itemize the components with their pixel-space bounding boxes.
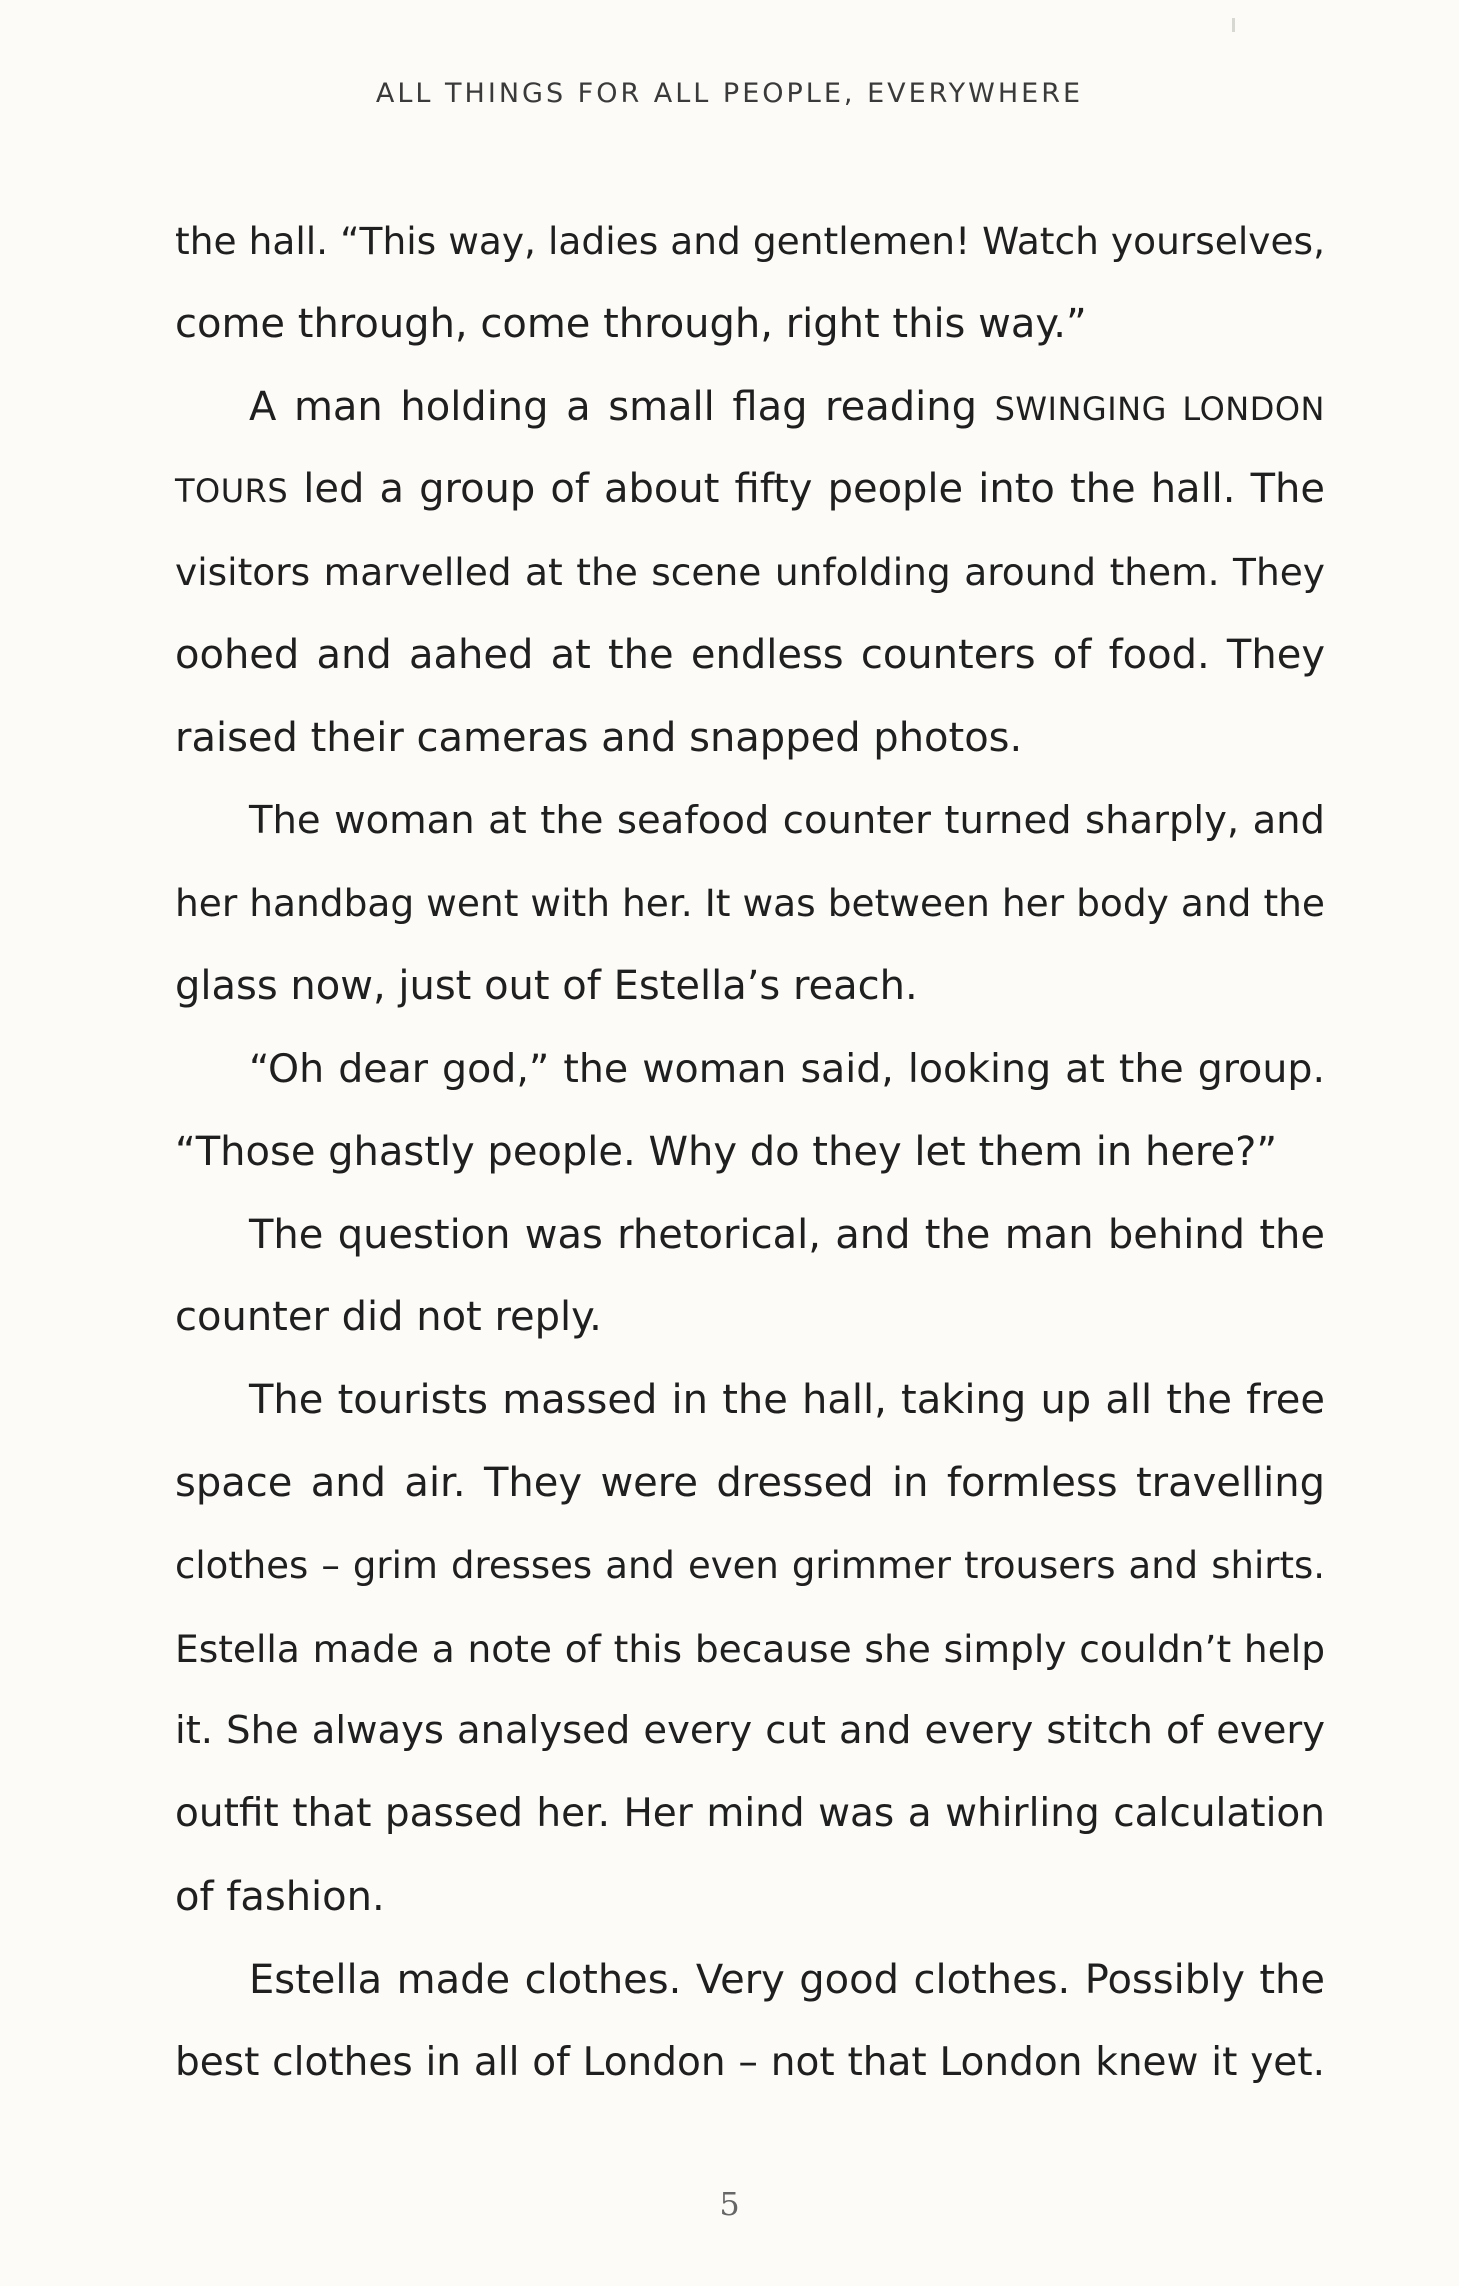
text-line: it. She always analysed every cut and every stitch of every: [175, 1708, 1325, 1754]
text-line: glass now, just out of Estella’s reach.: [175, 963, 918, 1010]
scan-artifact: [1232, 18, 1235, 32]
text-line: of fashion.: [175, 1873, 385, 1920]
text-line: the hall. “This way, ladies and gentlemen! Watch yourselves,: [175, 219, 1325, 263]
text-line: [175, 366, 1325, 449]
tour-name-smallcaps: SWINGING LONDON: [994, 389, 1325, 428]
text-line: [175, 448, 1325, 531]
text-line: clothes – grim dresses and even grimmer trousers and shirts.: [175, 1543, 1325, 1587]
text-line: space and air. They were dressed in formless travelling: [175, 1459, 1325, 1506]
text-line: outfit that passed her. Her mind was a whirling calculation: [175, 1791, 1325, 1837]
text-line: her handbag went with her. It was between her body and the: [175, 881, 1325, 926]
text-run: A man holding a small flag reading: [249, 383, 995, 430]
text-line: best clothes in all of London – not that London knew it yet.: [175, 2039, 1325, 2085]
text-line: The woman at the seafood counter turned sharply, and: [249, 797, 1325, 843]
text-line: oohed and aahed at the endless counters of food. They: [175, 631, 1325, 678]
text-line: visitors marvelled at the scene unfolding around them. They: [175, 550, 1325, 595]
text-run: led a group of about fifty people into the hall. The: [288, 466, 1325, 513]
tour-name-smallcaps: TOURS: [175, 472, 289, 511]
text-line: The tourists massed in the hall, taking up all the free: [249, 1377, 1325, 1424]
text-line: The question was rhetorical, and the man behind the: [249, 1211, 1325, 1258]
text-line: come through, come through, right this way.”: [175, 300, 1087, 347]
text-line: “Those ghastly people. Why do they let them in here?”: [175, 1128, 1278, 1175]
text-line: Estella made a note of this because she simply couldn’t help: [175, 1626, 1325, 1671]
text-line: counter did not reply.: [175, 1294, 602, 1341]
running-head: ALL THINGS FOR ALL PEOPLE, EVERYWHERE: [375, 78, 1084, 109]
page-number: 5: [719, 2185, 740, 2223]
body-text: [175, 200, 1325, 2104]
text-line: “Oh dear god,” the woman said, looking at the group.: [249, 1045, 1325, 1092]
text-line: raised their cameras and snapped photos.: [175, 714, 1023, 761]
text-line: Estella made clothes. Very good clothes. Possibly the: [249, 1956, 1325, 2003]
